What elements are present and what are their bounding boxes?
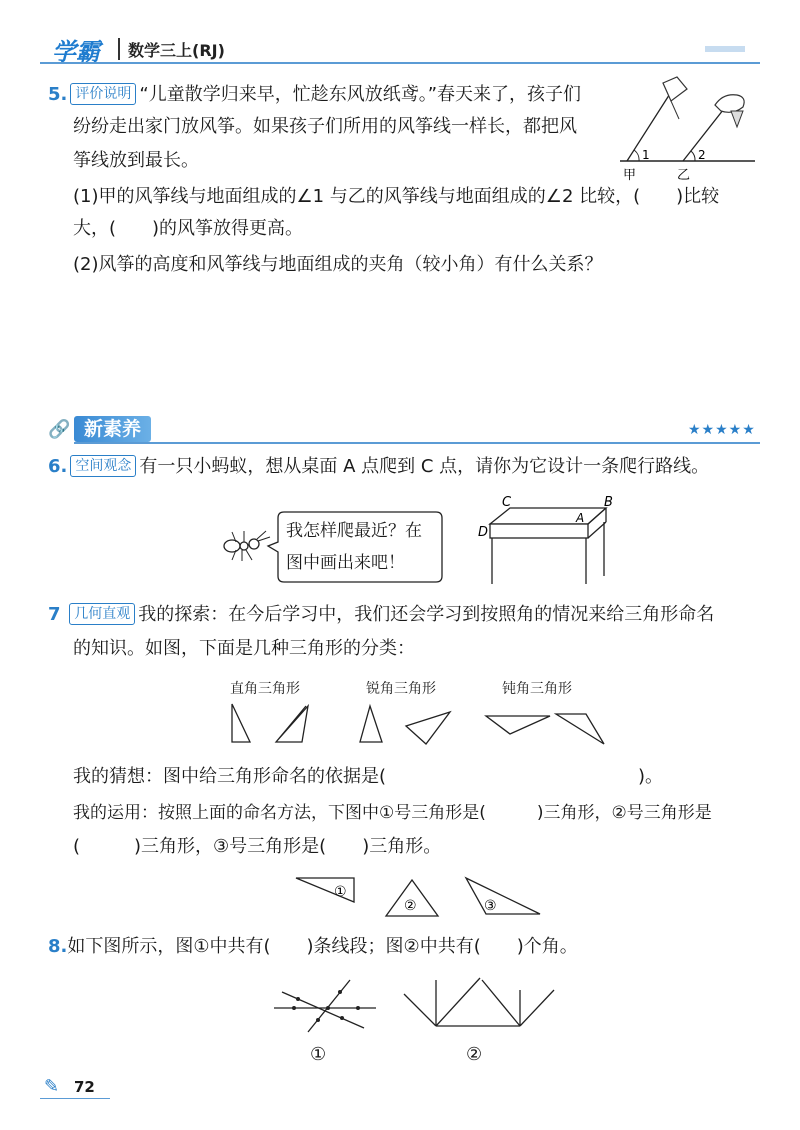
acute-triangle: [360, 706, 382, 742]
q7-use-line2: ( )三角形，③号三角形是( )三角形。: [73, 836, 442, 857]
category-right: 直角三角形: [230, 681, 300, 697]
table-edge: [490, 524, 588, 538]
label-yi: 乙: [677, 168, 691, 183]
q8-number: 8.: [48, 936, 68, 957]
point-c: C: [502, 496, 512, 510]
q6-line: [48, 452, 709, 482]
brand-logo: 学霸: [52, 38, 100, 66]
kite-yi-icon: [715, 95, 744, 127]
acute-triangle: [406, 712, 450, 744]
triangle-examples: [220, 700, 620, 750]
angle-2-label: 2: [698, 148, 706, 162]
header-rule: [40, 62, 760, 64]
q7-number: 7: [48, 604, 61, 625]
section-title: 新素养: [74, 416, 151, 442]
triangle-3-label: ③: [484, 898, 497, 914]
q5-line1: [48, 80, 581, 110]
point-a: A: [576, 511, 585, 525]
q8-text: 如下图所示，图①中共有( )条线段；图②中共有( )个角。: [67, 936, 578, 957]
q7-use-line1: 我的运用：按照上面的命名方法，下图中①号三角形是( )三角形，②号三角形是: [73, 803, 712, 823]
q7-line2: 的知识。如图，下面是几种三角形的分类：: [73, 638, 415, 659]
q5-tag: 评价说明: [70, 83, 136, 105]
label-jia: 甲: [623, 168, 637, 183]
q5-part1-line1: (1)甲的风筝线与地面组成的∠1 与乙的风筝线与地面组成的∠2 比较，( )比较: [73, 186, 720, 207]
point-d: D: [478, 525, 489, 540]
q8-line: [48, 932, 578, 962]
section-rule: [74, 442, 760, 444]
page-number: 72: [74, 1078, 95, 1096]
q7-line1: [48, 600, 714, 630]
pencil-icon: ✎: [44, 1076, 60, 1097]
book-subtitle: 数学三上(RJ): [128, 41, 225, 60]
q5-line2: 纷纷走出家门放风筝。如果孩子们所用的风筝线一样长，都把风: [73, 116, 577, 137]
q5-part2: (2)风筝的高度和风筝线与地面组成的夹角（较小角）有什么关系？: [73, 254, 603, 275]
q7-guess: 我的猜想：图中给三角形命名的依据是( )。: [73, 766, 664, 787]
footer: [40, 1074, 760, 1104]
link-icon: 🔗: [48, 419, 71, 440]
kite-figure: [615, 75, 765, 185]
right-triangle: [276, 706, 308, 742]
triangle-3: [466, 878, 540, 914]
q6-tag: 空间观念: [70, 455, 136, 477]
q8-figure-2: [402, 972, 562, 1032]
bubble-text-2: 图中画出来吧！: [286, 553, 405, 573]
tabletop: [490, 508, 606, 524]
q8-figure-1: [272, 974, 382, 1034]
q7-tag: 几何直观: [69, 603, 135, 625]
footer-rule: [40, 1098, 110, 1099]
angle-1-label: 1: [642, 148, 650, 162]
q8-figure-2-label: ②: [466, 1044, 483, 1065]
difficulty-stars: ★★★★★: [688, 422, 756, 438]
point-b: B: [604, 496, 613, 510]
header: [40, 30, 760, 70]
header-decoration: [705, 46, 745, 52]
header-divider: [118, 38, 120, 60]
triangle-1-label: ①: [334, 884, 347, 900]
category-obtuse: 钝角三角形: [502, 681, 572, 697]
q5-part1-line2: 大，( )的风筝放得更高。: [73, 218, 304, 239]
obtuse-triangle: [556, 714, 604, 744]
numbered-triangles: [290, 872, 550, 922]
right-triangle: [232, 704, 250, 742]
q6-number: 6.: [48, 456, 68, 477]
q7-text-1: 我的探索：在今后学习中，我们还会学习到按照角的情况来给三角形命名: [138, 604, 715, 625]
obtuse-triangle: [486, 716, 550, 734]
section-header: [48, 416, 760, 446]
bubble-text-1: 我怎样爬最近？在: [286, 521, 422, 541]
q5-number: 5.: [48, 84, 68, 105]
q6-text: 有一只小蚂蚁，想从桌面 A 点爬到 C 点，请你为它设计一条爬行路线。: [139, 456, 710, 477]
q5-text-1: “儿童散学归来早，忙趁东风放纸鸢。”春天来了，孩子们: [139, 84, 582, 105]
category-acute: 锐角三角形: [366, 681, 436, 697]
triangle-2-label: ②: [404, 898, 417, 914]
q5-line3: 筝线放到最长。: [73, 150, 199, 171]
table-figure: [476, 496, 616, 586]
q8-figure-1-label: ①: [310, 1044, 327, 1065]
